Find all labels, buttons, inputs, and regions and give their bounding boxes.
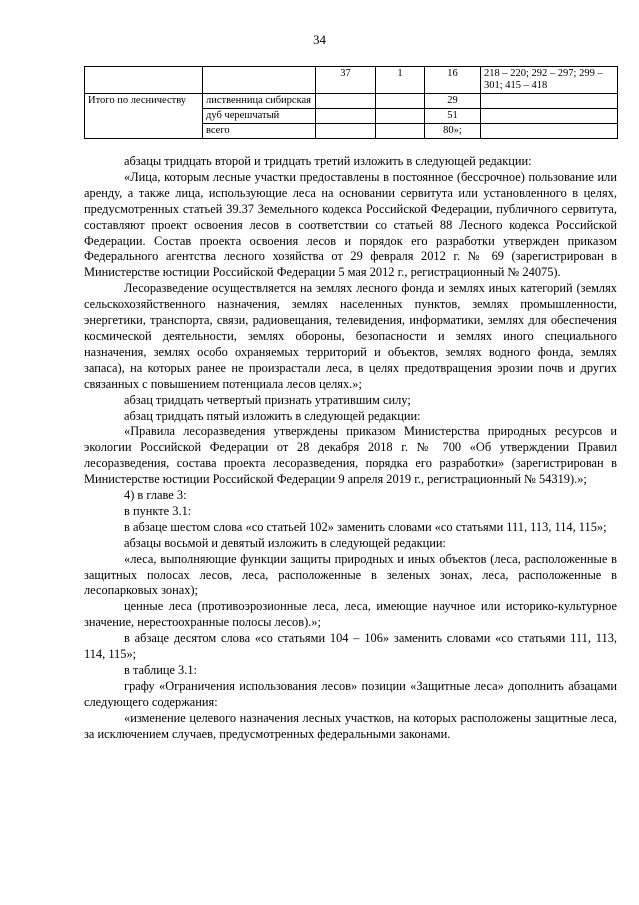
table-cell <box>85 67 203 94</box>
paragraph: «Лица, которым лесные участки предоставлены в постоянное (бессрочное) пользование или аренду, а также лица, использующие леса на основании сервитута или установленного в целях, предусмотренных статьей 39.37 Земельного кодекса Российской Федерации, публичного сервитута, составляют проект освоения лесов в соответствии со статьей 88 Лесного кодекса Российской Федерации. Состав проекта освоения лесов и порядок его разработки утвержден приказом Федерального агентства лесного хозяйства от 29 февраля 2012 г. № 69 (зарегистрирован в Министерстве юстиции Российской Федерации 5 мая 2012 г., регистрационный № 24075). <box>84 169 617 280</box>
paragraph: Лесоразведение осуществляется на землях лесного фонда и землях иных категорий (землях сельскохозяйственного назначения, землях населенных пунктов, землях промышленности, энергетики, транспорта, связи, радиовещания, телевидения, информатики, землях для обеспечения космической деятельности, землях обороны, безопасности и землях иного специального назначения, землях особо охраняемых территорий и объектов, землях водного фонда, землях запаса), на которых ранее не произрастали леса, в целях предотвращения эрозии почв и других связанных с повышением потенциала лесов целях.»; <box>84 281 617 391</box>
table-cell <box>376 124 425 139</box>
paragraph: 4) в главе 3: <box>124 488 187 503</box>
paragraph: абзацы восьмой и девятый изложить в следующей редакции: <box>124 535 446 550</box>
species-cell: лиственница сибирская <box>203 94 316 109</box>
paragraph: «леса, выполняющие функции защиты природных и иных объектов (леса, расположенные в защитных полосах лесов, леса, расположенные в зеленых зонах, леса, расположенные в лесопарковых зонах); <box>84 551 617 598</box>
paragraph: ценные леса (противоэрозионные леса, леса, имеющие научное или историко-культурное значение, нерестоохранные полосы лесов).»; <box>84 599 617 630</box>
page-number: 34 <box>313 32 326 47</box>
table-cell <box>316 94 376 109</box>
value-cell: 29 <box>425 94 481 109</box>
forest-table <box>84 66 618 139</box>
table-cell: 16 <box>425 67 481 94</box>
value-cell: 80»; <box>425 124 481 139</box>
table-cell <box>376 109 425 124</box>
paragraph: в пункте 3.1: <box>124 503 192 518</box>
table-cell <box>316 124 376 139</box>
table-cell: 37 <box>316 67 376 94</box>
table-cell <box>481 124 618 139</box>
paragraph: «Правила лесоразведения утверждены приказом Министерства природных ресурсов и экологии Российской Федерации от 28 декабря 2018 г. № 700 «Об утверждении Правил лесоразведения, состава проекта лесоразведения, порядка его разработки» (зарегистрирован в Министерстве юстиции Российской Федерации 9 апреля 2019 г., регистрационный № 54319).»; <box>84 424 617 487</box>
species-cell: дуб черешчатый <box>203 109 316 124</box>
species-cell: всего <box>203 124 316 139</box>
table-cell <box>376 94 425 109</box>
total-label-cell: Итого по лесничеству <box>85 94 203 139</box>
table-cell <box>316 109 376 124</box>
table-cell: 1 <box>376 67 425 94</box>
document-body <box>84 154 617 743</box>
table-row <box>85 94 618 109</box>
table-cell <box>203 67 316 94</box>
paragraph: абзац тридцать пятый изложить в следующей редакции: <box>124 408 421 423</box>
table-cell <box>481 94 618 109</box>
table-cell <box>481 109 618 124</box>
paragraph: в абзаце шестом слова «со статьей 102» заменить словами «со статьями 111, 113, 114, 115»; <box>124 519 607 534</box>
paragraph: в таблице 3.1: <box>124 663 197 677</box>
paragraph: абзац тридцать четвертый признать утратившим силу; <box>124 392 411 407</box>
value-cell: 51 <box>425 109 481 124</box>
table-cell: 218 – 220; 292 – 297; 299 – 301; 415 – 418 <box>481 67 618 94</box>
paragraph: в абзаце десятом слова «со статьями 104 – 106» заменить словами «со статьями 111, 113, 114, 115»; <box>84 631 617 662</box>
paragraph: абзацы тридцать второй и тридцать третий изложить в следующей редакции: <box>124 154 532 168</box>
table-row <box>85 67 618 94</box>
paragraph: «изменение целевого назначения лесных участков, на которых расположены защитные леса, за исключением случаев, предусмотренных федеральными законами. <box>84 710 617 741</box>
paragraph: графу «Ограничения использования лесов» позиции «Защитные леса» дополнить абзацами следующего содержания: <box>84 678 617 709</box>
